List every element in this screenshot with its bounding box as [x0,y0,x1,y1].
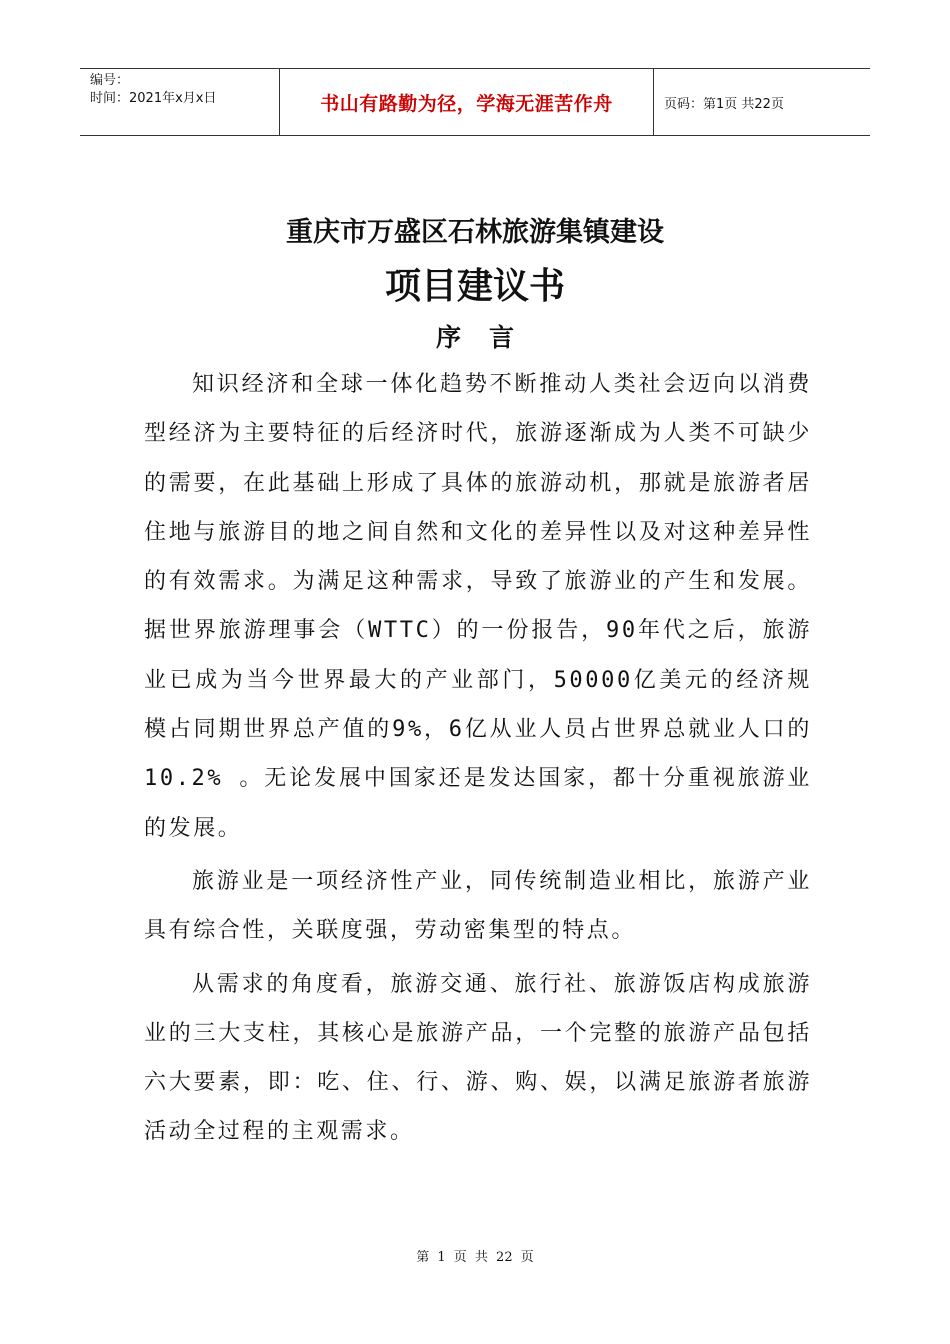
document-title-line1: 重庆市万盛区石林旅游集镇建设 [286,217,664,248]
document-title-line2: 项目建议书 [384,265,565,307]
time-label: 时间：2021年x月x日 [90,91,217,106]
header-page-cell [654,69,870,135]
number-label: 编号： [90,73,130,88]
paragraph: 旅游业是一项经济性产业，同传统制造业相比，旅游产业具有综合性，关联度强，劳动密集型的特点。 [144,868,812,944]
motto-text: 书山有路勤为径，学海无涯苦作舟 [320,92,613,115]
header-table [80,68,870,136]
document-body [144,360,812,1157]
paragraph: 知识经济和全球一体化趋势不断推动人类社会迈向以消费型经济为主要特征的后经济时代，旅游逐渐成为人类不可缺少的需要，在此基础上形成了具体的旅游动机，那就是旅游者居住地与旅游目的地之间自然和文化的差异性以及对这种差异性的有效需求。为满足这种需求，导致了旅游业的产生和发展。据世界旅游理事会（WTTC）的一份报告，90年代之后，旅游业已成为当今世界最大的产业部门，50000亿美元的经济规模占同期世界总产值的9%，6亿从业人员占世界总就业人口的10.2% 。无论发展中国家还是发达国家，都十分重视旅游业的发展。 [144,372,812,841]
page-footer: 第 1 页 共 22 页 [416,1250,534,1265]
page-info: 页码：第1页 共22页 [664,96,784,112]
paragraph: 从需求的角度看，旅游交通、旅行社、旅游饭店构成旅游业的三大支柱，其核心是旅游产品，一个完整的旅游产品包括六大要素，即：吃、住、行、游、购、娱，以满足旅游者旅游活动全过程的主观需求。 [144,971,812,1145]
header-meta-cell [80,69,280,135]
header-motto-cell [280,69,654,135]
section-title: 序言 [435,323,542,352]
